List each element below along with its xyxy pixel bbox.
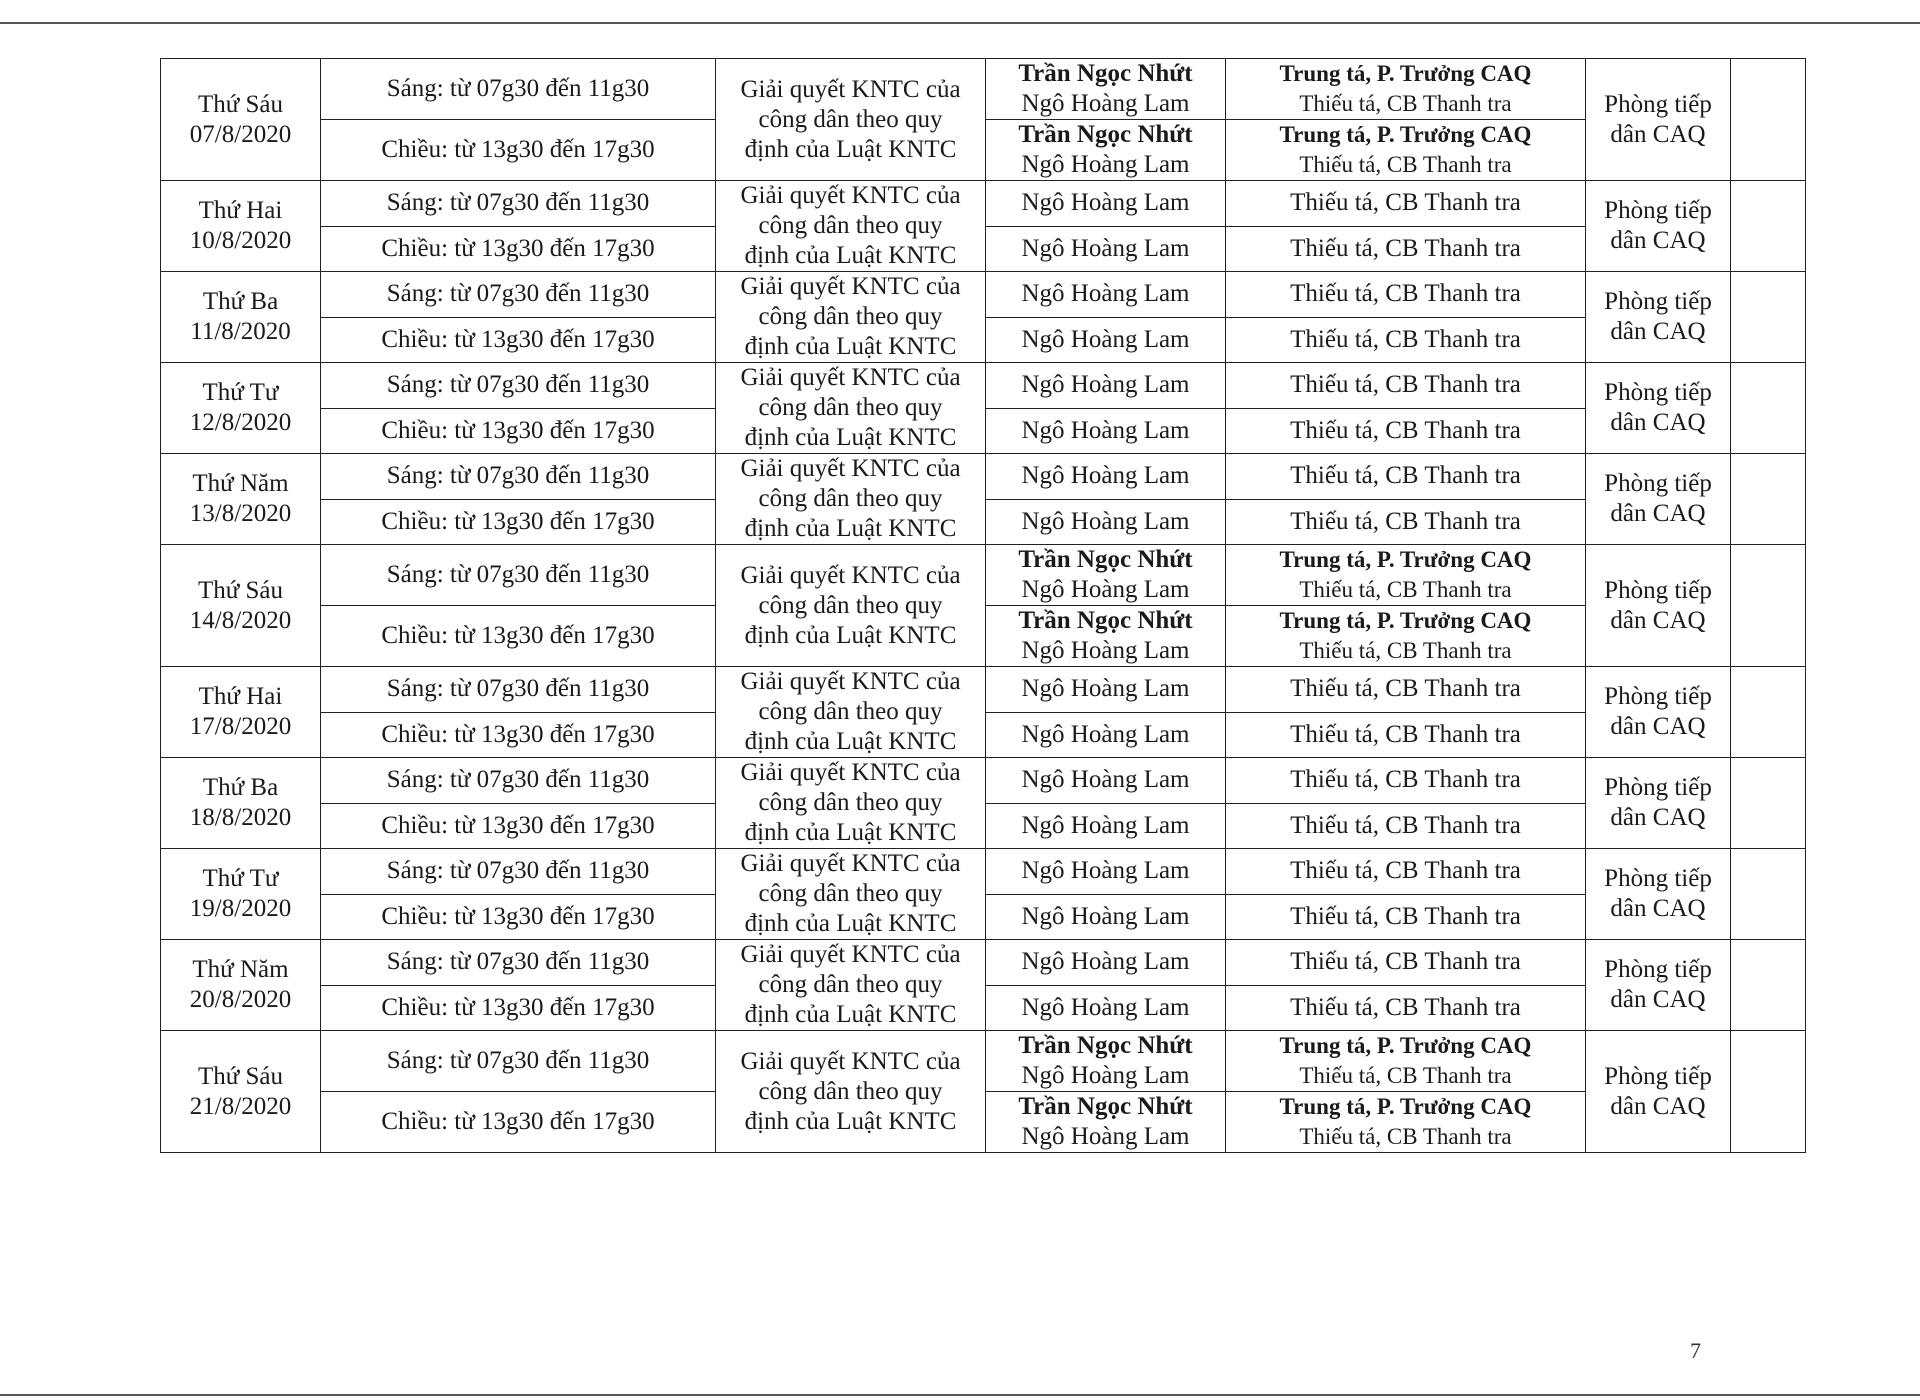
weekday-label: Thứ Sáu [197,576,284,604]
notes-cell [1731,849,1806,940]
afternoon-time-cell: Chiều: từ 13g30 đến 17g30 [321,226,716,272]
location-line: dân CAQ [1610,606,1706,634]
weekday-label: Thứ Sáu [197,1062,284,1090]
officer-name: Ngô Hoàng Lam [1021,234,1190,262]
officer-rank-cell [1226,606,1586,667]
table-row [161,667,1806,713]
officer-rank-cell [1226,894,1586,940]
date-label: 20/8/2020 [189,986,292,1013]
task-cell [716,363,986,454]
morning-time-cell: Sáng: từ 07g30 đến 11g30 [321,59,716,120]
afternoon-time-cell: Chiều: từ 13g30 đến 17g30 [321,606,716,667]
location-cell [1586,454,1731,545]
location-line: Phòng tiếp [1604,865,1712,892]
table-row [161,758,1806,804]
officer-rank-cell [1226,272,1586,318]
task-line: định của Luật KNTC [744,333,957,360]
location-cell [1586,363,1731,454]
officer-name: Trần Ngọc Nhứt [1018,1093,1193,1120]
task-cell [716,59,986,181]
notes-cell [1731,667,1806,758]
location-line: Phòng tiếp [1604,1062,1712,1090]
task-line: định của Luật KNTC [744,424,957,451]
officer-rank: Thiếu tá, CB Thanh tra [1290,280,1521,308]
table-row [161,940,1806,986]
officer-rank-cell [1226,1031,1586,1092]
officer-rank: Thiếu tá, CB Thanh tra [1290,234,1521,262]
location-line: Phòng tiếp [1604,956,1712,983]
officer-name: Ngô Hoàng Lam [1021,416,1190,444]
morning-time-cell: Sáng: từ 07g30 đến 11g30 [321,454,716,500]
date-label: 13/8/2020 [189,500,292,527]
officer-rank: Thiếu tá, CB Thanh tra [1290,857,1521,885]
officer-name: Trần Ngọc Nhứt [1018,1032,1193,1059]
officer-name-cell [986,408,1226,454]
task-line: định của Luật KNTC [744,1107,957,1135]
officer-rank-cell [1226,667,1586,713]
notes-cell [1731,181,1806,272]
morning-time-cell: Sáng: từ 07g30 đến 11g30 [321,667,716,713]
morning-time-cell: Sáng: từ 07g30 đến 11g30 [321,1031,716,1092]
day-cell [161,545,321,667]
location-line: dân CAQ [1610,120,1706,148]
notes-cell [1731,363,1806,454]
schedule-body [161,59,1806,1153]
location-cell [1586,272,1731,363]
officer-name-cell [986,120,1226,181]
task-line: Giải quyết KNTC của [740,850,961,877]
page-number: 7 [1690,1338,1701,1363]
officer-name-cell [986,712,1226,758]
task-line: Giải quyết KNTC của [740,273,961,300]
officer-name: Ngô Hoàng Lam [1021,857,1190,885]
officer-name: Ngô Hoàng Lam [1021,948,1190,976]
afternoon-time-cell: Chiều: từ 13g30 đến 17g30 [321,894,716,940]
task-line: công dân theo quy [758,880,943,907]
day-cell [161,454,321,545]
officer-name: Ngô Hoàng Lam [1021,902,1190,930]
location-line: dân CAQ [1610,500,1706,527]
location-line: dân CAQ [1610,409,1706,436]
officer-name: Ngô Hoàng Lam [1021,325,1190,353]
officer-rank: Thiếu tá, CB Thanh tra [1299,638,1512,663]
table-row [161,363,1806,409]
officer-rank-cell [1226,803,1586,849]
officer-rank: Trung tá, P. Trưởng CAQ [1279,608,1532,633]
date-label: 07/8/2020 [189,120,292,148]
officer-rank: Thiếu tá, CB Thanh tra [1290,720,1521,748]
day-cell [161,667,321,758]
table-row [161,454,1806,500]
officer-rank: Thiếu tá, CB Thanh tra [1299,577,1512,602]
officer-rank-cell [1226,317,1586,363]
day-cell [161,758,321,849]
officer-name: Ngô Hoàng Lam [1021,1062,1190,1089]
task-cell [716,940,986,1031]
officer-name-cell [986,894,1226,940]
task-cell [716,849,986,940]
location-line: Phòng tiếp [1604,683,1712,710]
officer-rank: Trung tá, P. Trưởng CAQ [1279,122,1532,147]
officer-rank: Thiếu tá, CB Thanh tra [1299,1124,1512,1149]
location-cell [1586,758,1731,849]
officer-rank: Thiếu tá, CB Thanh tra [1299,1063,1512,1088]
officer-rank: Trung tá, P. Trưởng CAQ [1279,1033,1532,1058]
task-line: Giải quyết KNTC của [740,561,961,589]
task-cell [716,272,986,363]
officer-name: Trần Ngọc Nhứt [1018,607,1193,634]
officer-name: Ngô Hoàng Lam [1021,507,1190,535]
date-label: 10/8/2020 [189,227,292,254]
location-line: Phòng tiếp [1604,576,1712,604]
officer-rank: Thiếu tá, CB Thanh tra [1290,766,1521,794]
location-line: dân CAQ [1610,713,1706,740]
officer-rank-cell [1226,1092,1586,1153]
officer-name-cell [986,363,1226,409]
officer-rank-cell [1226,499,1586,545]
officer-rank-cell [1226,363,1586,409]
location-line: Phòng tiếp [1604,90,1712,118]
weekday-label: Thứ Tư [202,865,279,892]
day-cell [161,272,321,363]
table-row [161,849,1806,895]
officer-rank: Thiếu tá, CB Thanh tra [1290,371,1521,399]
morning-time-cell: Sáng: từ 07g30 đến 11g30 [321,758,716,804]
officer-name-cell [986,1031,1226,1092]
officer-name-cell [986,606,1226,667]
task-line: công dân theo quy [758,394,943,421]
officer-name: Ngô Hoàng Lam [1021,993,1190,1021]
afternoon-time-cell: Chiều: từ 13g30 đến 17g30 [321,1092,716,1153]
task-line: Giải quyết KNTC của [740,75,961,103]
weekday-label: Thứ Sáu [197,90,284,118]
task-cell [716,758,986,849]
officer-rank: Trung tá, P. Trưởng CAQ [1279,547,1532,572]
task-line: công dân theo quy [758,212,943,239]
task-line: Giải quyết KNTC của [740,759,961,786]
task-line: định của Luật KNTC [744,515,957,542]
officer-name: Ngô Hoàng Lam [1021,637,1190,664]
morning-time-cell: Sáng: từ 07g30 đến 11g30 [321,940,716,986]
location-line: Phòng tiếp [1604,774,1712,801]
officer-name-cell [986,849,1226,895]
officer-name-cell [986,272,1226,318]
location-line: dân CAQ [1610,318,1706,345]
officer-name: Ngô Hoàng Lam [1021,675,1190,703]
task-line: định của Luật KNTC [744,135,957,163]
afternoon-time-cell: Chiều: từ 13g30 đến 17g30 [321,120,716,181]
notes-cell [1731,59,1806,181]
task-cell [716,181,986,272]
morning-time-cell: Sáng: từ 07g30 đến 11g30 [321,545,716,606]
officer-name-cell [986,226,1226,272]
date-label: 14/8/2020 [189,606,292,634]
task-line: Giải quyết KNTC của [740,455,961,482]
weekday-label: Thứ Năm [192,470,289,497]
officer-rank: Thiếu tá, CB Thanh tra [1299,91,1512,116]
officer-name: Ngô Hoàng Lam [1021,371,1190,399]
table-row [161,272,1806,318]
location-line: Phòng tiếp [1604,379,1712,406]
afternoon-time-cell: Chiều: từ 13g30 đến 17g30 [321,499,716,545]
officer-rank: Thiếu tá, CB Thanh tra [1290,416,1521,444]
duty-schedule-table [160,58,1806,1153]
officer-name-cell [986,317,1226,363]
officer-rank: Trung tá, P. Trưởng CAQ [1279,1094,1532,1119]
officer-rank-cell [1226,712,1586,758]
date-label: 18/8/2020 [189,804,292,831]
day-cell [161,1031,321,1153]
task-line: định của Luật KNTC [744,242,957,269]
officer-name-cell [986,1092,1226,1153]
task-line: định của Luật KNTC [744,910,957,937]
officer-name: Trần Ngọc Nhứt [1018,60,1193,87]
officer-name-cell [986,985,1226,1031]
table-row [161,545,1806,606]
day-cell [161,181,321,272]
officer-name: Trần Ngọc Nhứt [1018,121,1193,148]
notes-cell [1731,758,1806,849]
weekday-label: Thứ Hai [198,197,283,224]
officer-name-cell [986,667,1226,713]
location-cell [1586,181,1731,272]
morning-time-cell: Sáng: từ 07g30 đến 11g30 [321,272,716,318]
officer-name-cell [986,499,1226,545]
weekday-label: Thứ Năm [192,956,289,983]
notes-cell [1731,940,1806,1031]
officer-rank-cell [1226,226,1586,272]
notes-cell [1731,454,1806,545]
task-line: Giải quyết KNTC của [740,364,961,391]
morning-time-cell: Sáng: từ 07g30 đến 11g30 [321,849,716,895]
task-cell [716,667,986,758]
officer-rank: Thiếu tá, CB Thanh tra [1299,152,1512,177]
afternoon-time-cell: Chiều: từ 13g30 đến 17g30 [321,985,716,1031]
officer-rank-cell [1226,849,1586,895]
morning-time-cell: Sáng: từ 07g30 đến 11g30 [321,363,716,409]
officer-name-cell [986,545,1226,606]
task-line: định của Luật KNTC [744,819,957,846]
officer-rank: Thiếu tá, CB Thanh tra [1290,675,1521,703]
officer-name: Ngô Hoàng Lam [1021,462,1190,490]
officer-name: Ngô Hoàng Lam [1021,811,1190,839]
officer-name-cell [986,454,1226,500]
task-line: định của Luật KNTC [744,621,957,649]
location-cell [1586,59,1731,181]
officer-name: Trần Ngọc Nhứt [1018,546,1193,573]
task-cell [716,1031,986,1153]
day-cell [161,363,321,454]
date-label: 12/8/2020 [189,409,292,436]
weekday-label: Thứ Ba [202,288,279,315]
task-cell [716,454,986,545]
afternoon-time-cell: Chiều: từ 13g30 đến 17g30 [321,408,716,454]
officer-rank: Trung tá, P. Trưởng CAQ [1279,61,1532,86]
day-cell [161,849,321,940]
task-cell [716,545,986,667]
task-line: công dân theo quy [758,698,943,725]
officer-rank-cell [1226,940,1586,986]
officer-name: Ngô Hoàng Lam [1021,151,1190,178]
location-line: dân CAQ [1610,804,1706,831]
afternoon-time-cell: Chiều: từ 13g30 đến 17g30 [321,712,716,758]
officer-rank: Thiếu tá, CB Thanh tra [1290,902,1521,930]
officer-name-cell [986,181,1226,227]
task-line: Giải quyết KNTC của [740,182,961,209]
officer-name: Ngô Hoàng Lam [1021,1123,1190,1150]
task-line: công dân theo quy [758,105,943,133]
location-cell [1586,667,1731,758]
location-cell [1586,1031,1731,1153]
officer-rank-cell [1226,120,1586,181]
task-line: công dân theo quy [758,789,943,816]
location-line: Phòng tiếp [1604,470,1712,497]
weekday-label: Thứ Ba [202,774,279,801]
bottom-rule [0,1394,1920,1396]
officer-name: Ngô Hoàng Lam [1021,576,1190,603]
location-line: dân CAQ [1610,227,1706,254]
officer-rank-cell [1226,59,1586,120]
location-line: Phòng tiếp [1604,197,1712,224]
task-line: công dân theo quy [758,591,943,619]
location-cell [1586,940,1731,1031]
morning-time-cell: Sáng: từ 07g30 đến 11g30 [321,181,716,227]
location-line: Phòng tiếp [1604,288,1712,315]
task-line: công dân theo quy [758,971,943,998]
location-line: dân CAQ [1610,986,1706,1013]
date-label: 19/8/2020 [189,895,292,922]
task-line: Giải quyết KNTC của [740,1047,961,1075]
officer-rank: Thiếu tá, CB Thanh tra [1290,462,1521,490]
officer-rank: Thiếu tá, CB Thanh tra [1290,993,1521,1021]
date-label: 11/8/2020 [190,318,291,345]
officer-rank-cell [1226,408,1586,454]
officer-rank: Thiếu tá, CB Thanh tra [1290,507,1521,535]
officer-rank-cell [1226,545,1586,606]
officer-name-cell [986,803,1226,849]
task-line: công dân theo quy [758,1077,943,1105]
afternoon-time-cell: Chiều: từ 13g30 đến 17g30 [321,803,716,849]
notes-cell [1731,272,1806,363]
officer-name: Ngô Hoàng Lam [1021,766,1190,794]
task-line: công dân theo quy [758,303,943,330]
table-row [161,181,1806,227]
officer-rank: Thiếu tá, CB Thanh tra [1290,948,1521,976]
task-line: công dân theo quy [758,485,943,512]
officer-rank-cell [1226,181,1586,227]
officer-name: Ngô Hoàng Lam [1021,189,1190,217]
weekday-label: Thứ Hai [198,683,283,710]
top-rule [0,22,1920,24]
officer-name-cell [986,59,1226,120]
date-label: 17/8/2020 [189,713,292,740]
location-line: dân CAQ [1610,1092,1706,1120]
weekday-label: Thứ Tư [202,379,279,406]
task-line: định của Luật KNTC [744,1001,957,1028]
officer-name-cell [986,758,1226,804]
officer-rank: Thiếu tá, CB Thanh tra [1290,189,1521,217]
location-cell [1586,545,1731,667]
officer-rank-cell [1226,454,1586,500]
officer-rank-cell [1226,758,1586,804]
officer-rank: Thiếu tá, CB Thanh tra [1290,325,1521,353]
date-label: 21/8/2020 [189,1092,292,1120]
notes-cell [1731,1031,1806,1153]
task-line: định của Luật KNTC [744,728,957,755]
table-row [161,1031,1806,1092]
task-line: Giải quyết KNTC của [740,668,961,695]
officer-name: Ngô Hoàng Lam [1021,90,1190,117]
task-line: Giải quyết KNTC của [740,941,961,968]
afternoon-time-cell: Chiều: từ 13g30 đến 17g30 [321,317,716,363]
notes-cell [1731,545,1806,667]
officer-name-cell [986,940,1226,986]
day-cell [161,59,321,181]
officer-name: Ngô Hoàng Lam [1021,280,1190,308]
location-cell [1586,849,1731,940]
day-cell [161,940,321,1031]
officer-rank-cell [1226,985,1586,1031]
officer-name: Ngô Hoàng Lam [1021,720,1190,748]
location-line: dân CAQ [1610,895,1706,922]
officer-rank: Thiếu tá, CB Thanh tra [1290,811,1521,839]
table-row [161,59,1806,120]
